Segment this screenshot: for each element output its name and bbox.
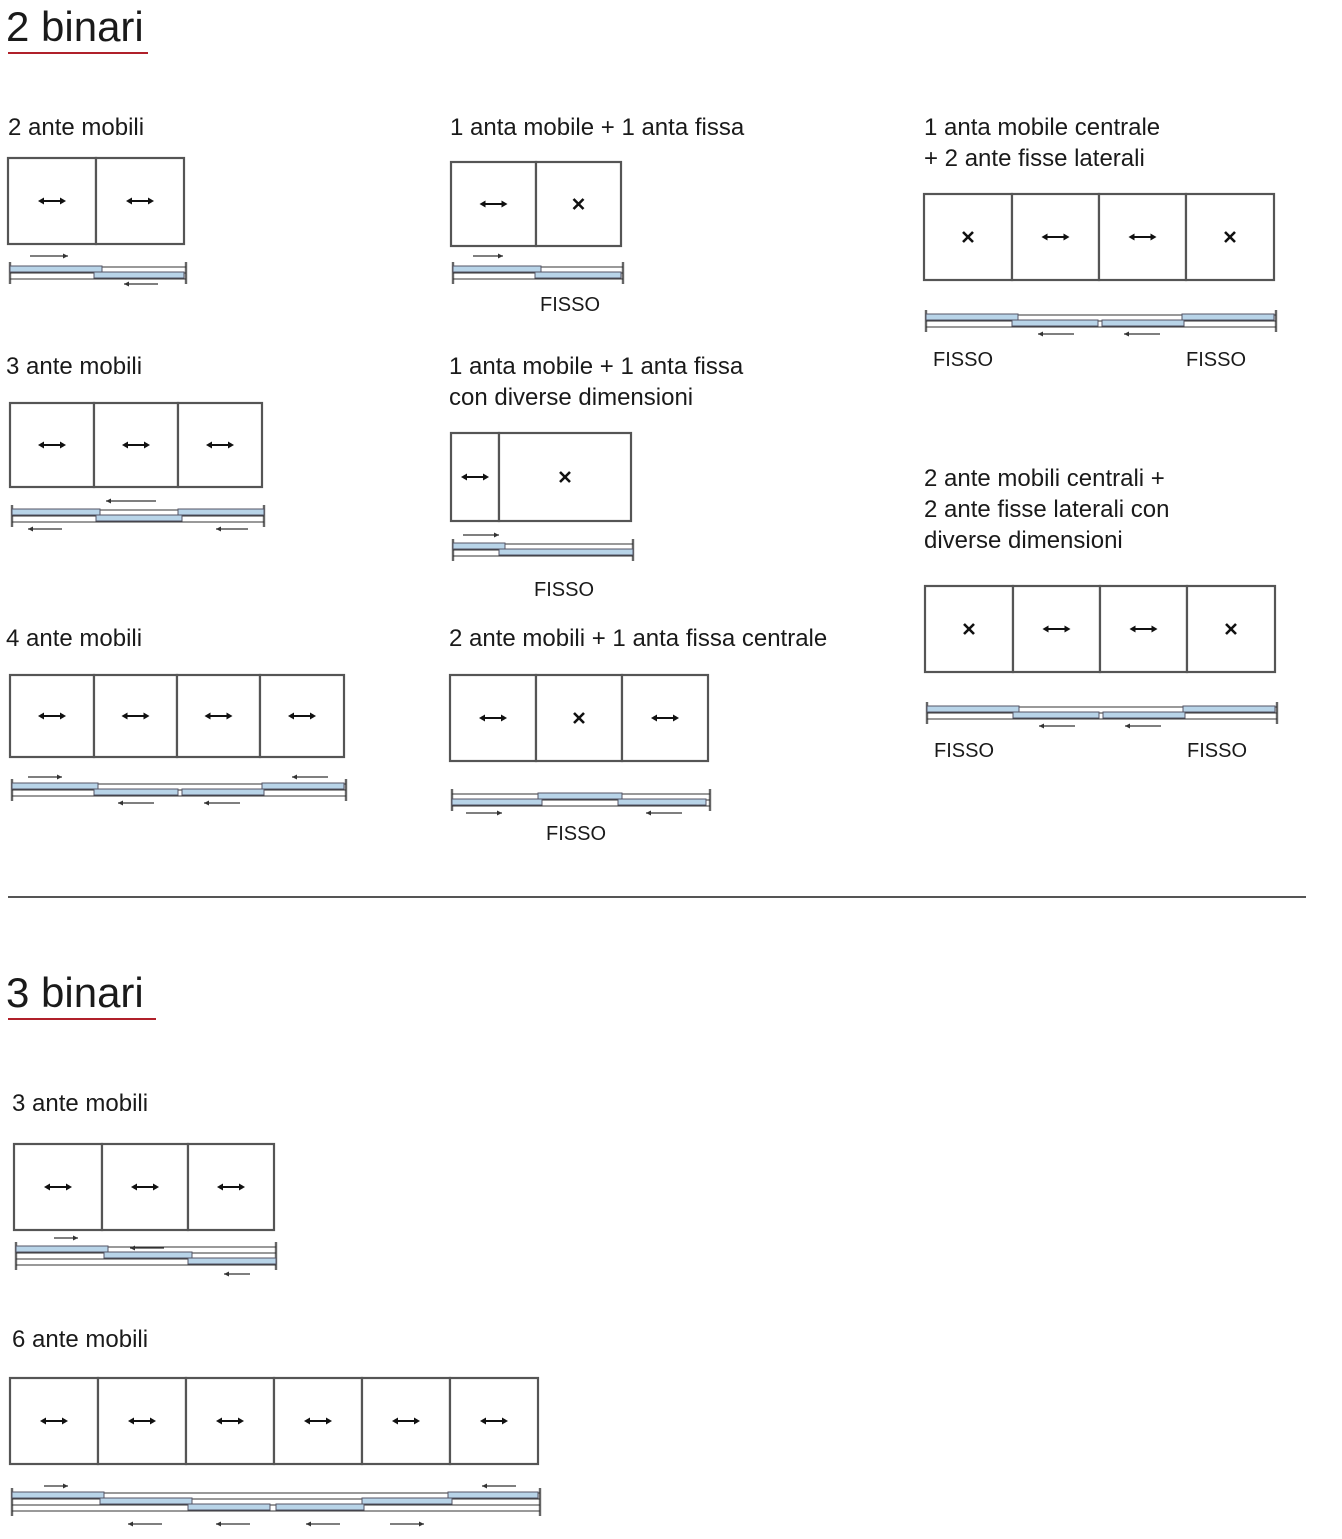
config-label — [450, 112, 744, 143]
fixed-label: FISSO — [933, 349, 994, 371]
section-title-3-binari: 3 binari — [6, 969, 144, 1016]
section-divider — [8, 896, 1306, 898]
door-diagram — [6, 156, 190, 298]
door-diagram — [8, 1376, 548, 1532]
sliding-leaf — [262, 783, 344, 789]
sliding-leaf — [452, 799, 542, 805]
track-arrowhead — [1039, 724, 1044, 729]
track-arrowhead — [130, 1246, 135, 1251]
config-label-line: 1 anta mobile + 1 anta fissa — [450, 114, 745, 141]
door-diagram — [449, 431, 637, 573]
sliding-leaf — [538, 793, 622, 799]
track-arrowhead — [216, 1522, 221, 1527]
config-label-line: 4 ante mobili — [6, 625, 143, 652]
sliding-leaf — [453, 266, 541, 272]
sliding-leaf — [188, 1258, 276, 1264]
config-label-line: 2 ante mobili — [8, 114, 145, 141]
sliding-leaf — [1013, 712, 1099, 718]
sliding-leaf — [16, 1246, 108, 1252]
sliding-leaf — [182, 789, 264, 795]
section-title-2-binari: 2 binari — [6, 3, 144, 50]
fixed-label: FISSO — [534, 579, 595, 601]
sliding-leaf — [10, 266, 102, 272]
sliding-leaf — [535, 272, 621, 278]
section-title-underline — [8, 52, 148, 54]
config-label — [449, 623, 827, 654]
track-arrowhead — [216, 527, 221, 532]
sliding-leaf — [1182, 314, 1274, 320]
config-label-line: 2 ante mobili + 1 anta fissa centrale — [449, 625, 828, 652]
sliding-leaf — [1012, 320, 1098, 326]
sliding-leaf — [94, 789, 178, 795]
sliding-leaf — [12, 783, 98, 789]
track-arrowhead — [1124, 332, 1129, 337]
track-arrowhead — [124, 282, 129, 287]
track-arrowhead — [1038, 332, 1043, 337]
track-arrowhead — [1125, 724, 1130, 729]
sliding-leaf — [926, 314, 1018, 320]
track-arrowhead — [306, 1522, 311, 1527]
sliding-leaf — [188, 1504, 270, 1510]
track-arrowhead — [57, 775, 62, 780]
fixed-label: FISSO — [1187, 740, 1248, 762]
track-arrowhead — [73, 1236, 78, 1241]
fixed-label: FISSO — [1186, 349, 1247, 371]
track-arrowhead — [419, 1522, 424, 1527]
sliding-leaf — [1183, 706, 1275, 712]
sliding-leaf — [12, 1492, 104, 1498]
sliding-leaf — [362, 1498, 452, 1504]
track-arrowhead — [118, 801, 123, 806]
track-arrowhead — [128, 1522, 133, 1527]
door-diagram — [8, 673, 350, 813]
track-arrowhead — [497, 811, 502, 816]
config-label — [6, 351, 142, 382]
sliding-leaf — [96, 515, 182, 521]
sliding-leaf — [448, 1492, 538, 1498]
sliding-leaf — [453, 543, 505, 549]
config-label-line: diverse dimensioni — [924, 527, 1123, 554]
config-label-line: + 2 ante fisse laterali — [924, 145, 1145, 172]
fixed-label: FISSO — [934, 740, 995, 762]
sliding-leaf — [1102, 320, 1184, 326]
track-arrowhead — [498, 254, 503, 259]
door-diagram — [448, 673, 714, 821]
config-label — [12, 1088, 148, 1119]
sliding-leaf — [927, 706, 1019, 712]
track-arrowhead — [63, 254, 68, 259]
config-label-line: 2 ante mobili centrali + — [924, 465, 1165, 492]
config-label — [8, 112, 144, 143]
sliding-leaf — [618, 799, 706, 805]
fixed-label: FISSO — [546, 823, 607, 845]
sliding-leaf — [100, 1498, 192, 1504]
door-diagram — [12, 1142, 284, 1284]
sliding-leaf — [276, 1504, 364, 1510]
config-label — [449, 351, 743, 413]
config-label-line: 1 anta mobile centrale — [924, 114, 1161, 141]
config-label — [6, 623, 142, 654]
track-arrowhead — [494, 533, 499, 538]
config-label — [12, 1324, 148, 1355]
sliding-leaf — [94, 272, 184, 278]
fixed-label: FISSO — [540, 294, 601, 316]
sliding-leaf — [1103, 712, 1185, 718]
sliding-leaf — [178, 509, 264, 515]
sliding-leaf — [12, 509, 100, 515]
config-label-line: 1 anta mobile + 1 anta fissa — [449, 353, 744, 380]
door-diagram — [923, 584, 1279, 732]
door-diagram — [449, 160, 625, 294]
track-arrowhead — [224, 1272, 229, 1277]
config-label-line: con diverse dimensioni — [449, 384, 694, 411]
config-label-line: 6 ante mobili — [12, 1326, 149, 1353]
track-arrowhead — [292, 775, 297, 780]
config-label-line: 2 ante fisse laterali con — [924, 496, 1170, 523]
track-arrowhead — [106, 499, 111, 504]
section-title-underline — [8, 1018, 156, 1020]
track-arrowhead — [646, 811, 651, 816]
sliding-leaf — [499, 549, 633, 555]
track-arrowhead — [28, 527, 33, 532]
config-label-line: 3 ante mobili — [12, 1090, 149, 1117]
door-diagram — [8, 401, 270, 541]
track-arrowhead — [204, 801, 209, 806]
track-arrowhead — [482, 1484, 487, 1489]
door-diagram — [922, 192, 1278, 340]
sliding-leaf — [104, 1252, 192, 1258]
track-arrowhead — [63, 1484, 68, 1489]
config-label — [924, 463, 1169, 556]
config-label-line: 3 ante mobili — [6, 353, 143, 380]
config-label — [924, 112, 1160, 174]
